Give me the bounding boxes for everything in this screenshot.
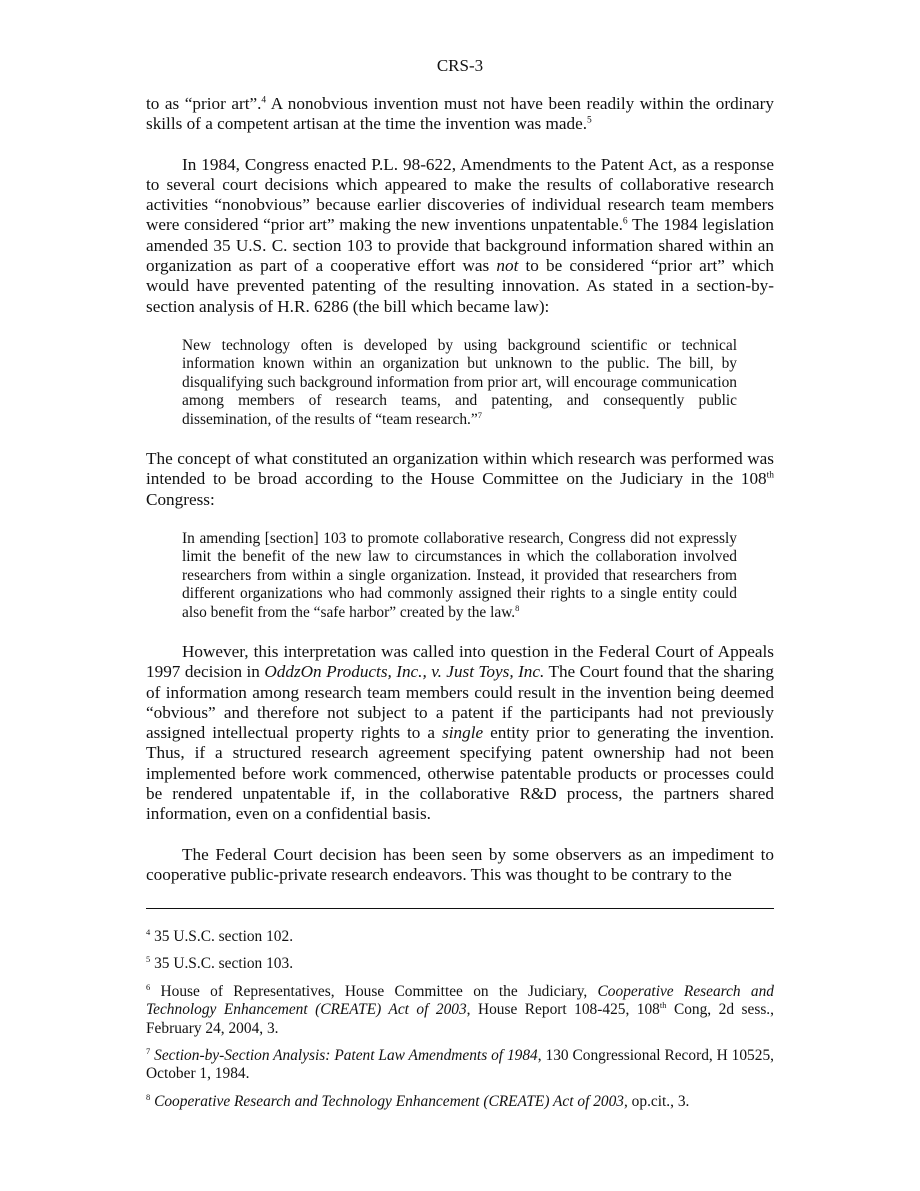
footnote-8: $^8$ Cooperative Research and Technology Enhancement (CREATE) Act of 2003, op.cit., 3. <box>146 1091 690 1110</box>
block-quote-1: New technology often is developed by using background scientific or technical information known within an organization but unknown to the public. The bill, by disqualifying such background information from prior art, will encourage communication among members of research teams, and patenting, and consequently public dissemination, of the results of “team research.”$^7$ <box>182 336 737 428</box>
footnote-7: $^7$ Section-by-Section Analysis: Patent Law Amendments of 1984, 130 Congressional Record, H 10525, October 1, 1984. <box>146 1046 774 1083</box>
footnote-ref-5[interactable]: 5 <box>587 115 592 126</box>
footnote-4: $^4$ 35 U.S.C. section 102. <box>146 927 294 945</box>
paragraph-4: However, this interpretation was called into question in the Federal Court of Appeals 1997 decision in OddzOn Products, Inc., v. Just Toys, Inc. The Court found that the sharing of information among research team members could result in the invention being deemed “obvious” and therefore not subject to a patent if the participants had not previously assigned intellectual property rights to a single entity prior to generating the invention. Thus, if a structured research agreement specifying patent ownership had not been implemented before work commenced, otherwise patentable products or processes could be rendered unpatentable if, in the collaborative R&D process, the partners shared information, even on a confidential basis. <box>146 641 774 824</box>
paragraph-1: to as “prior art”.$^4$ A nonobvious invention must not have been readily within the ordinary skills of a competent artisan at the time the invention was made.$^5$ <box>146 94 774 134</box>
body-text <box>146 94 774 905</box>
footnote-ref-4[interactable]: 4 <box>261 95 267 106</box>
footnotes <box>146 928 774 1120</box>
page-number-header: CRS-3 <box>436 56 484 75</box>
paragraph-3: The concept of what constituted an organization within which research was performed was intended to be broad according to the House Committee on the Judiciary in the 108th Congress: <box>146 449 774 509</box>
footnote-ref-6[interactable]: 6 <box>622 216 628 227</box>
paragraph-5: The Federal Court decision has been seen by some observers as an impediment to cooperative public-private research endeavors. This was thought to be contrary to the <box>146 844 774 884</box>
footnote-ref-8[interactable]: 8 <box>515 602 520 613</box>
footnote-divider <box>146 908 774 909</box>
footnote-ref-7[interactable]: 7 <box>477 409 482 420</box>
footnote-5: $^5$ 35 U.S.C. section 103. <box>146 954 294 973</box>
block-quote-2: In amending [section] 103 to promote collaborative research, Congress did not expressly limit the benefit of the new law to circumstances in which the collaboration involved researchers from within a single organization. Instead, it provided that researchers from different organizations who had commonly assigned their rights to a single entity could also benefit from the “safe harbor” created by the law.$^8$ <box>182 529 737 621</box>
paragraph-2: In 1984, Congress enacted P.L. 98-622, Amendments to the Patent Act, as a response to several court decisions which appeared to make the results of collaborative research activities “nonobvious” because earlier discoveries of individual research team members were considered “prior art” making the new inventions unpatentable.$^6$ The 1984 legislation amended 35 U.S. C. section 103 to provide that background information shared within an organization as part of a cooperative effort was not to be considered “prior art” which would have prevented patenting of the resulting innovation. As stated in a section-by-section analysis of H.R. 6286 (the bill which became law): <box>146 154 774 316</box>
footnote-6: $^6$ House of Representatives, House Committee on the Judiciary, Cooperative Research and Technology Enhancement (CREATE) Act of 2003, House Report 108-425, 108th Cong, 2d sess., February 24, 2004, 3. <box>146 981 775 1037</box>
